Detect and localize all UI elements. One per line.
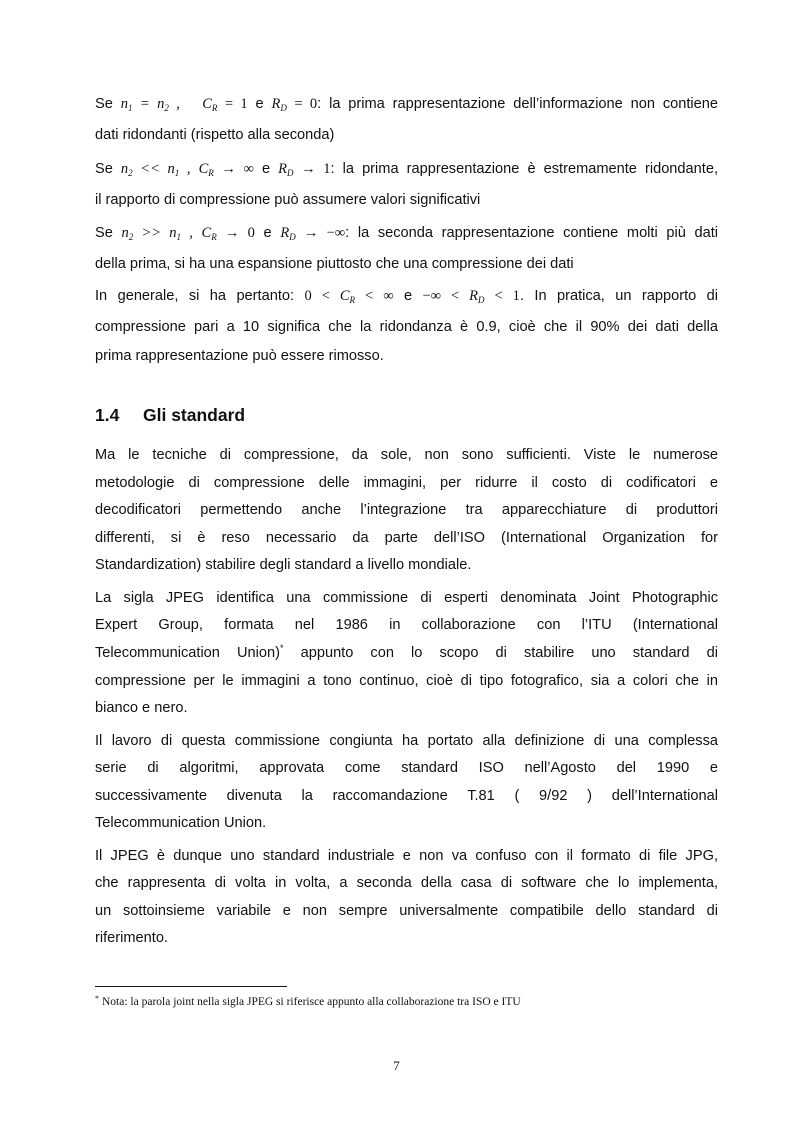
general-line-2: compressione pari a 10 significa che la ridondanza è 0.9, cioè che il 90% dei dati della — [95, 319, 718, 335]
para-2-line-3-tail: appunto con lo scopo di stabilire uno standard di — [283, 645, 718, 661]
para-2-line-4: compressione per le immagini a tono continuo, cioè di tipo fotografico, sia a colori che in — [95, 673, 718, 689]
case-3-rd: $R_D$ → −∞ — [280, 225, 346, 242]
case-1-line-2: dati ridondanti (rispetto alla seconda) — [95, 127, 335, 143]
case-2-condition: $n_2 << n_1$ , — [120, 161, 191, 178]
footnote-divider — [95, 986, 287, 987]
case-2-line-1 — [95, 158, 718, 180]
general-line-1 — [95, 285, 718, 307]
section-heading — [95, 402, 245, 428]
footnote-text: Nota: la parola joint nella sigla JPEG si riferisce appunto alla collaborazione tra ISO e ITU — [102, 996, 521, 1008]
case-1-condition: $n_1 = n_2$ , — [120, 96, 188, 113]
footnote — [95, 994, 521, 1010]
case-3-lead: Se — [95, 225, 113, 241]
case-3-condition: $n_2 >> n_1$ , — [121, 225, 193, 242]
case-2-lead: Se — [95, 161, 113, 177]
para-2-line-1: La sigla JPEG identifica una commissione di esperti denominata Joint Photographic — [95, 590, 718, 606]
para-4-line-4: riferimento. — [95, 930, 168, 946]
para-2-line-3-text: Telecommunication Union) — [95, 645, 280, 661]
case-1-text: : la prima rappresentazione dell’informazione non contiene — [317, 96, 719, 112]
general-line-3: prima rappresentazione può essere rimosso. — [95, 348, 384, 364]
para-4-line-2: che rappresenta di volta in volta, a seconda della casa di software che lo implementa, — [95, 875, 718, 891]
general-lead: In generale, si ha pertanto: — [95, 288, 295, 304]
case-2-cr: $C_R$ → ∞ — [198, 161, 254, 178]
case-3-conj: e — [263, 225, 272, 241]
case-1-cr: $C_R = 1$ — [187, 96, 248, 113]
case-2-text: : la prima rappresentazione è estremamente ridondante, — [330, 161, 719, 177]
para-3-line-2: serie di algoritmi, approvata come standard ISO nell’Agosto del 1990 e — [95, 760, 718, 776]
para-3-line-4: Telecommunication Union. — [95, 815, 267, 831]
case-2-conj: e — [261, 161, 271, 177]
para-1-line-3: decodificatori permettendo anche l’integrazione tra apparecchiature di produttori — [95, 502, 718, 518]
para-4-line-3: un sottoinsieme variabile e non sempre universalmente compatibile dello standard di — [95, 903, 718, 919]
para-1-line-2: metodologie di compressione delle immagini, per ridurre il costo di codificatori e — [95, 475, 718, 491]
para-3-line-3: successivamente divenuta la raccomandazione T.81 ( 9/92 ) dell’International — [95, 788, 718, 804]
general-tail: . In pratica, un rapporto di — [519, 288, 719, 304]
case-3-line-2: della prima, si ha una espansione piuttosto che una compressione dei dati — [95, 256, 574, 272]
case-3-text: : la seconda rappresentazione contiene molti più dati — [345, 225, 719, 241]
para-2-line-3 — [95, 642, 718, 664]
general-conj: e — [403, 288, 413, 304]
section-title: Gli standard — [143, 405, 246, 425]
para-2-line-5: bianco e nero. — [95, 700, 188, 716]
case-1-rd: $R_D = 0$ — [271, 96, 318, 113]
para-1-line-1: Ma le tecniche di compressione, da sole, non sono sufficienti. Viste le numerose — [95, 447, 718, 463]
page-number: 7 — [393, 1058, 400, 1073]
case-2-line-2: il rapporto di compressione può assumere valori significativi — [95, 192, 481, 208]
general-ineq-cr: $0 < C_R$ < ∞ — [304, 288, 394, 305]
para-3-line-1: Il lavoro di questa commissione congiunta ha portato alla definizione di una complessa — [95, 733, 718, 749]
para-2-line-2: Expert Group, formata nel 1986 in collaborazione con l’ITU (International — [95, 617, 718, 633]
para-1-line-4: differenti, si è reso necessario da parte dell’ISO (International Organization for — [95, 530, 718, 546]
case-3-cr: $C_R \to 0$ — [201, 225, 255, 242]
footnote-reference-mark: * — [280, 643, 284, 653]
case-2-rd: $R_D \to 1$ — [278, 161, 331, 178]
para-4-line-1: Il JPEG è dunque uno standard industriale e non va confuso con il formato di file JPG, — [95, 848, 718, 864]
para-1-line-5: Standardization) stabilire degli standard a livello mondiale. — [95, 557, 472, 573]
case-3-line-1 — [95, 222, 718, 244]
section-number: 1.4 — [95, 405, 120, 425]
footnote-mark: * — [95, 994, 99, 1003]
case-1-line-1 — [95, 93, 718, 115]
general-ineq-rd: −∞ < $R_D < 1$ — [422, 288, 520, 305]
case-1-lead: Se — [95, 96, 113, 112]
case-1-conj: e — [255, 96, 264, 112]
